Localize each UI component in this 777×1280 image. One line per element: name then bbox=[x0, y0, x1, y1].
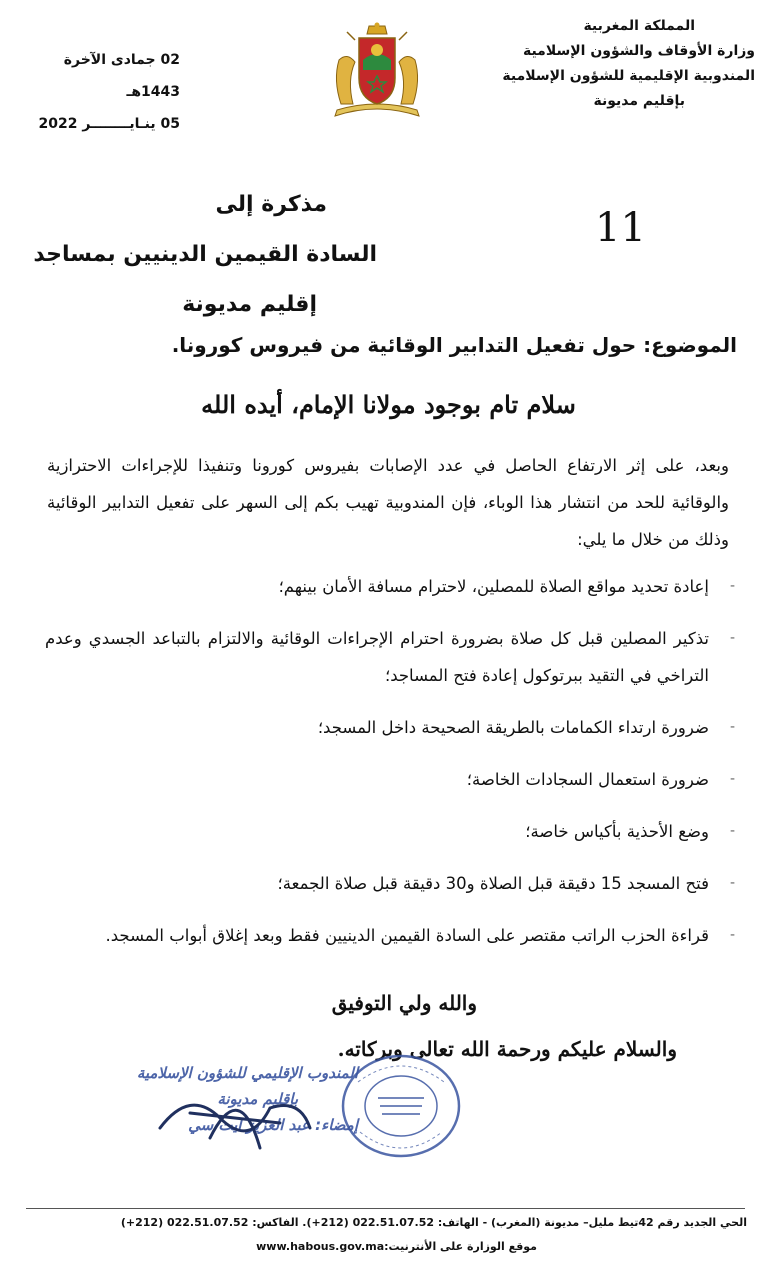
greeting: سلام تام بوجود مولانا الإمام، أيده الله bbox=[201, 390, 576, 419]
stamp-line: بإقليم مديونة bbox=[217, 1090, 298, 1108]
list-marker: - bbox=[729, 927, 735, 943]
hijri-date: 02 جمادى الآخرة 1443هـ bbox=[63, 52, 180, 100]
list-marker: - bbox=[729, 719, 735, 735]
subject-line: الموضوع: حول تفعيل التدابير الوقائية من فيروس كورونا. bbox=[171, 333, 737, 357]
list-item-text: ضرورة ارتداء الكمامات بالطريقة الصحيحة داخل المسجد؛ bbox=[317, 718, 709, 737]
list-item-text: قراءة الحزب الراتب مقتصر على السادة القيمين الدينيين فقط وبعد إغلاق أبواب المسجد. bbox=[105, 926, 709, 945]
addressee-line: إقليم مديونة bbox=[182, 292, 317, 317]
list-marker: - bbox=[729, 578, 735, 594]
footer-address: الحي الجديد رقم 42تيط مليل– مديونة (المغرب) - الهاتف: 022.51.07.52 (212+). الفاكس: 022.51.07.52 (212+) bbox=[120, 1216, 747, 1229]
intro-paragraph: وبعد، على إثر الارتفاع الحاصل في عدد الإصابات بفيروس كورونا وتنفيذا للإجراءات الاحترازية والوقائية للحد من انتشار هذا الوباء، فإن المندوبية تهيب بكم إلى السهر على تفعيل التدابير الوقائية وذلك من خلال ما يلي: bbox=[47, 456, 729, 549]
list-item bbox=[45, 620, 735, 694]
addressee-line: مذكرة إلى bbox=[215, 192, 327, 217]
list-marker: - bbox=[729, 771, 735, 787]
addressee-block bbox=[17, 180, 377, 330]
list-item bbox=[45, 568, 735, 605]
list-item-text: وضع الأحذية بأكياس خاصة؛ bbox=[525, 822, 709, 841]
gregorian-date: 05 ينـايــــــــر 2022 bbox=[38, 116, 180, 132]
stamp-line: إمضاء: عبد العزيز ايت سي bbox=[188, 1116, 358, 1134]
official-seal-icon bbox=[338, 1052, 464, 1160]
stamp-line: المندوب الإقليمي للشؤون الإسلامية bbox=[136, 1064, 358, 1082]
list-item bbox=[45, 917, 735, 954]
closing-line: والسلام عليكم ورحمة الله تعالى وبركاته. bbox=[337, 1037, 677, 1061]
header-line: وزارة الأوقاف والشؤون الإسلامية bbox=[522, 43, 755, 59]
list-item-text: إعادة تحديد مواقع الصلاة للمصلين، لاحترام مسافة الأمان بينهم؛ bbox=[278, 577, 709, 596]
footer-website: موقع الوزارة على الأنترنيت:www.habous.gov.ma bbox=[256, 1240, 537, 1253]
list-item-text: فتح المسجد 15 دقيقة قبل الصلاة و30 دقيقة قبل صلاة الجمعة؛ bbox=[277, 874, 709, 893]
list-marker: - bbox=[729, 823, 735, 839]
list-item-text: ضرورة استعمال السجادات الخاصة؛ bbox=[466, 770, 709, 789]
date-block bbox=[20, 44, 180, 140]
header-line: بإقليم مديونة bbox=[593, 93, 685, 109]
list-marker: - bbox=[729, 630, 735, 646]
list-item bbox=[45, 865, 735, 902]
list-marker: - bbox=[729, 875, 735, 891]
institution-header bbox=[455, 14, 755, 114]
header-line: المندوبية الإقليمية للشؤون الإسلامية bbox=[502, 68, 755, 84]
header-line: المملكة المغربية bbox=[583, 18, 695, 34]
addressee-line: السادة القيمين الدينيين بمساجد bbox=[33, 242, 377, 267]
closing-line: والله ولي التوفيق bbox=[331, 991, 477, 1015]
list-item bbox=[45, 709, 735, 746]
royal-coat-of-arms-icon bbox=[327, 20, 427, 120]
handwritten-signature bbox=[150, 1068, 330, 1168]
list-item bbox=[45, 761, 735, 798]
measures-list bbox=[45, 568, 735, 969]
memo-number: 11 bbox=[595, 205, 646, 251]
list-item bbox=[45, 813, 735, 850]
list-item-text: تذكير المصلين قبل كل صلاة بضرورة احترام الإجراءات الوقائية والالتزام بالتباعد الجسدي وعدم التراخي في التقيد ببرتوكول إعادة فتح المساجد؛ bbox=[45, 629, 709, 685]
footer-divider bbox=[26, 1208, 745, 1209]
